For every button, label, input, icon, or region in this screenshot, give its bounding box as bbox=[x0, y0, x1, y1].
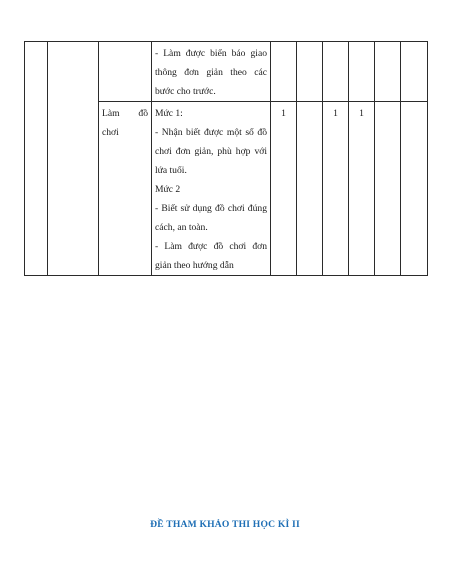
count-cell bbox=[297, 102, 323, 276]
empty-cell bbox=[25, 42, 48, 276]
requirement-line: - Biết sử dụng đồ chơi đúng cách, an toàn. bbox=[155, 203, 267, 233]
topic-cell bbox=[99, 42, 152, 102]
count-cell: 1 bbox=[349, 102, 375, 276]
empty-cell bbox=[48, 42, 99, 276]
count-cell: 1 bbox=[323, 102, 349, 276]
assessment-matrix-table bbox=[24, 41, 428, 276]
count-cell bbox=[297, 42, 323, 102]
level-label: Mức 1: bbox=[155, 108, 183, 119]
count-cell bbox=[401, 42, 428, 102]
table-row bbox=[25, 42, 428, 102]
count-cell bbox=[349, 42, 375, 102]
requirement-line: - Nhận biết được một số đồ chơi đơn giản, phù hợp với lứa tuổi. bbox=[155, 127, 267, 176]
requirement-line: - Làm được biển báo giao thông đơn giản theo các bước cho trước. bbox=[155, 48, 267, 97]
requirement-line: - Làm được đồ chơi đơn giản theo hướng dẫn bbox=[155, 241, 267, 271]
count-cell: 1 bbox=[271, 102, 297, 276]
count-cell bbox=[375, 42, 401, 102]
requirement-cell bbox=[152, 102, 271, 276]
count-cell bbox=[323, 42, 349, 102]
topic-cell: Làm đồ chơi bbox=[99, 102, 152, 276]
count-cell bbox=[271, 42, 297, 102]
level-label: Mức 2 bbox=[155, 184, 181, 195]
exam-title-heading: ĐỀ THAM KHẢO THI HỌC KÌ II bbox=[150, 519, 300, 530]
count-cell bbox=[401, 102, 428, 276]
count-cell bbox=[375, 102, 401, 276]
requirement-cell bbox=[152, 42, 271, 102]
